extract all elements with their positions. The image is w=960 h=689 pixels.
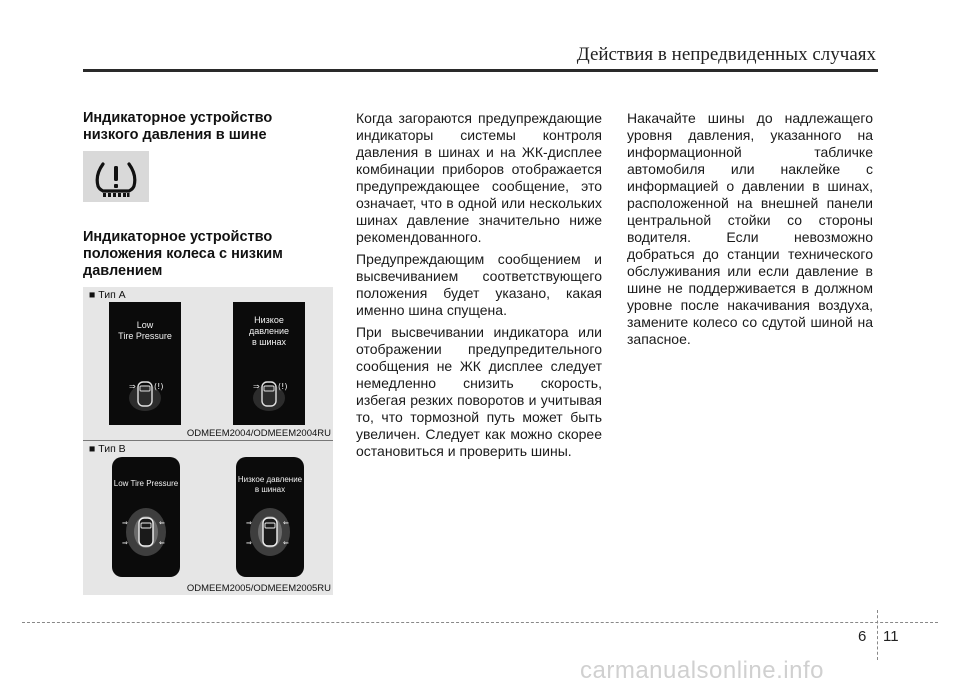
figure-type-a [83,287,333,440]
car-top-view-icon [236,457,304,577]
figure-code: ODMEEM2004/ODMEEM2004RU [186,428,331,439]
screen-line: Low [136,320,154,330]
car-top-view-icon [112,457,180,577]
paragraph: Когда загораются предупреждающие индикаторы системы контроля давления в шинах и на ЖК-дисплее комбинации приборов отображается предупреждающее сообщение, это означает, что в одной или нескольких шинах давление значительно ниже рекомендованного. [356,110,602,245]
heading-wheel-position: Индикаторное устройство положения колеса с низким давлением [83,229,283,279]
figure-code: ODMEEM2005/ODMEEM2005RU [186,583,331,594]
screen-line: Low Tire Pressure [113,479,179,488]
paragraph: При высвечивании индикатора или отображении предупредительного сообщения не ЖК дисплее следует немедленно снизить скорость, избегая резких поворотов и учитывая то, что тормозной путь может быть увеличен. Следует как можно скорее остановиться и проверить шины. [356,324,602,459]
svg-text:⇐: ⇐ [159,519,165,527]
cluster-screen-en [109,302,181,425]
screen-line: в шинах [254,485,286,494]
svg-text:⇐: ⇐ [283,539,289,547]
screen-line: Tire Pressure [118,331,172,341]
paragraph: Предупреждающим сообщением и высвечиванием соответствующего положения будет указано, какая именно шина спущена. [356,251,602,318]
paragraph: Накачайте шины до надлежащего уровня давления, указанного на информационной табличке автомобиля или наклейке с информацией о давлении в шинах, расположенной на внешней панели центральной стойки со стороны водителя. Если невозможно добраться до станции технического обслуживания или если давление в шине не поддерживается в должном уровне после накачивания воздуха, замените колесо со сдутой шиной на запасное. [627,110,873,347]
header-rule [83,69,878,72]
figure-label: ■ Тип A [89,289,126,301]
screen-line: в шинах [251,337,286,347]
cluster-screen-ru [236,457,304,577]
section-title: Действия в непредвиденных случаях [576,44,876,65]
cluster-screen-en [112,457,180,577]
svg-text:⇐: ⇐ [283,519,289,527]
footer-rule [22,622,938,623]
svg-text:(!): (!) [278,382,288,391]
car-top-view-icon [233,302,305,425]
body-column-2 [356,110,602,465]
svg-text:⇒: ⇒ [246,519,252,527]
car-top-view-icon [109,302,181,425]
chapter-number: 6 [858,628,867,645]
svg-text:⇒: ⇒ [253,382,260,391]
svg-text:⇒: ⇒ [122,539,128,547]
figure-type-b [83,441,333,595]
page-number: 11 [883,628,899,645]
svg-text:⇒: ⇒ [122,519,128,527]
cluster-screen-ru [233,302,305,425]
body-column-3 [627,110,873,353]
heading-low-pressure: Индикаторное устройство низкого давления в шине [83,110,273,143]
watermark: carmanualsonline.info [580,657,824,684]
screen-line: давление [248,326,290,336]
footer-divider [877,610,878,660]
svg-text:⇒: ⇒ [129,382,136,391]
screen-line: Низкое [254,315,284,325]
tire-pressure-symbol [83,151,149,202]
screen-line: Низкое давление [237,475,303,484]
svg-text:⇐: ⇐ [159,539,165,547]
svg-text:⇒: ⇒ [246,539,252,547]
tire-pressure-warning-icon [83,151,149,202]
figure-label: ■ Тип B [89,443,126,455]
svg-text:(!): (!) [154,382,164,391]
